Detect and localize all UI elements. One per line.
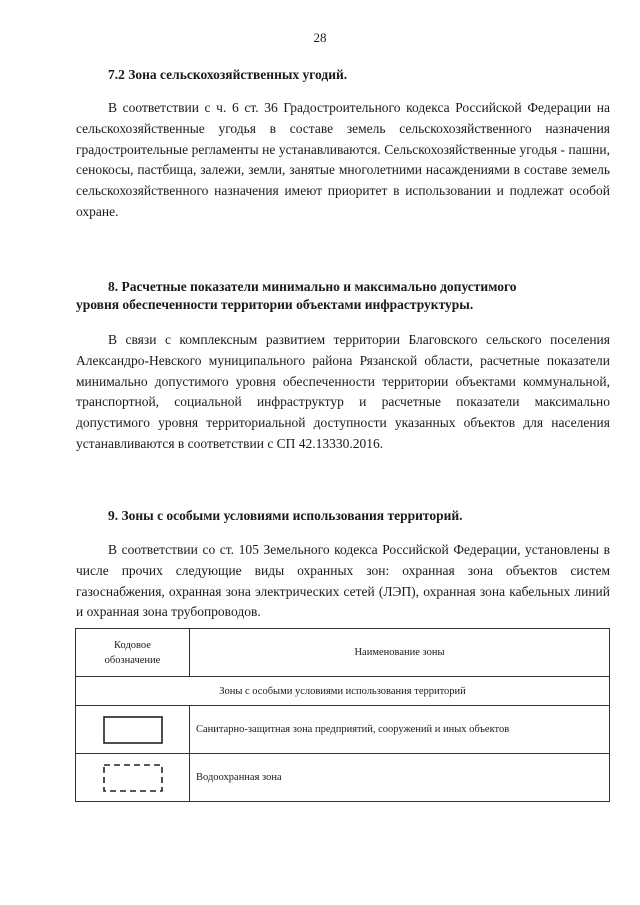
header-code-line2: обозначение [104, 654, 161, 666]
table-row [76, 754, 610, 802]
section-7-2-heading: 7.2 Зона сельскохозяйственных угодий. [108, 67, 348, 82]
solid-rectangle-icon [102, 715, 164, 745]
header-name-cell: Наименование зоны [190, 629, 610, 677]
section-7-2-paragraph: В соответствии с ч. 6 ст. 36 Градостроительного кодекса Российской Федерации на сельскохозяйственные угодья в составе земель сельскохозяйственного назначения градостроительные регламенты не устанавливаются. Сельскохозяйственные угодья - пашни, сенокосы, пастбища, залежи, земли, занятые многолетними насаждениями в составе земель сельскохозяйственного назначения имеют приоритет в использовании и подлежат особой охране. [76, 100, 610, 219]
zone-table-group-row [76, 677, 610, 706]
group-title-cell: Зоны с особыми условиями использования территорий [76, 677, 610, 706]
zone-name-cell: Санитарно-защитная зона предприятий, сооружений и иных объектов [190, 706, 610, 754]
section-8-heading-line1: 8. Расчетные показатели минимально и максимально допустимого [108, 279, 517, 294]
zone-table [75, 628, 610, 802]
table-row [76, 706, 610, 754]
section-8-paragraph: В связи с комплексным развитием территории Благовского сельского поселения Александро-Невского муниципального района Рязанской области, расчетные показатели минимально допустимого уровня обеспеченности территории объектами коммунальной, транспортной, социальной инфраструктур и расчетные показатели максимально допустимого уровня территориальной доступности указанных объектов для населения устанавливаются в соответствии с СП 42.13330.2016. [76, 332, 610, 451]
symbol-cell [76, 754, 190, 802]
page-number: 28 [313, 30, 327, 45]
symbol-cell [76, 706, 190, 754]
section-8-heading-line2: уровня обеспеченности территории объектами инфраструктуры. [76, 297, 474, 312]
zone-name-cell: Водоохранная зона [190, 754, 610, 802]
header-code-line1: Кодовое [114, 639, 151, 651]
header-code-cell [76, 629, 190, 677]
section-9-paragraph: В соответствии со ст. 105 Земельного кодекса Российской Федерации, установлены в числе прочих следующие виды охранных зон: охранная зона объектов систем газоснабжения, охранная зона электрических сетей (ЛЭП), охранная зона кабельных линий и охранная зона трубопроводов. [76, 542, 610, 620]
section-9-heading: 9. Зоны с особыми условиями использования территорий. [108, 508, 463, 523]
dashed-rectangle-icon [102, 763, 164, 793]
zone-table-header-row [76, 629, 610, 677]
